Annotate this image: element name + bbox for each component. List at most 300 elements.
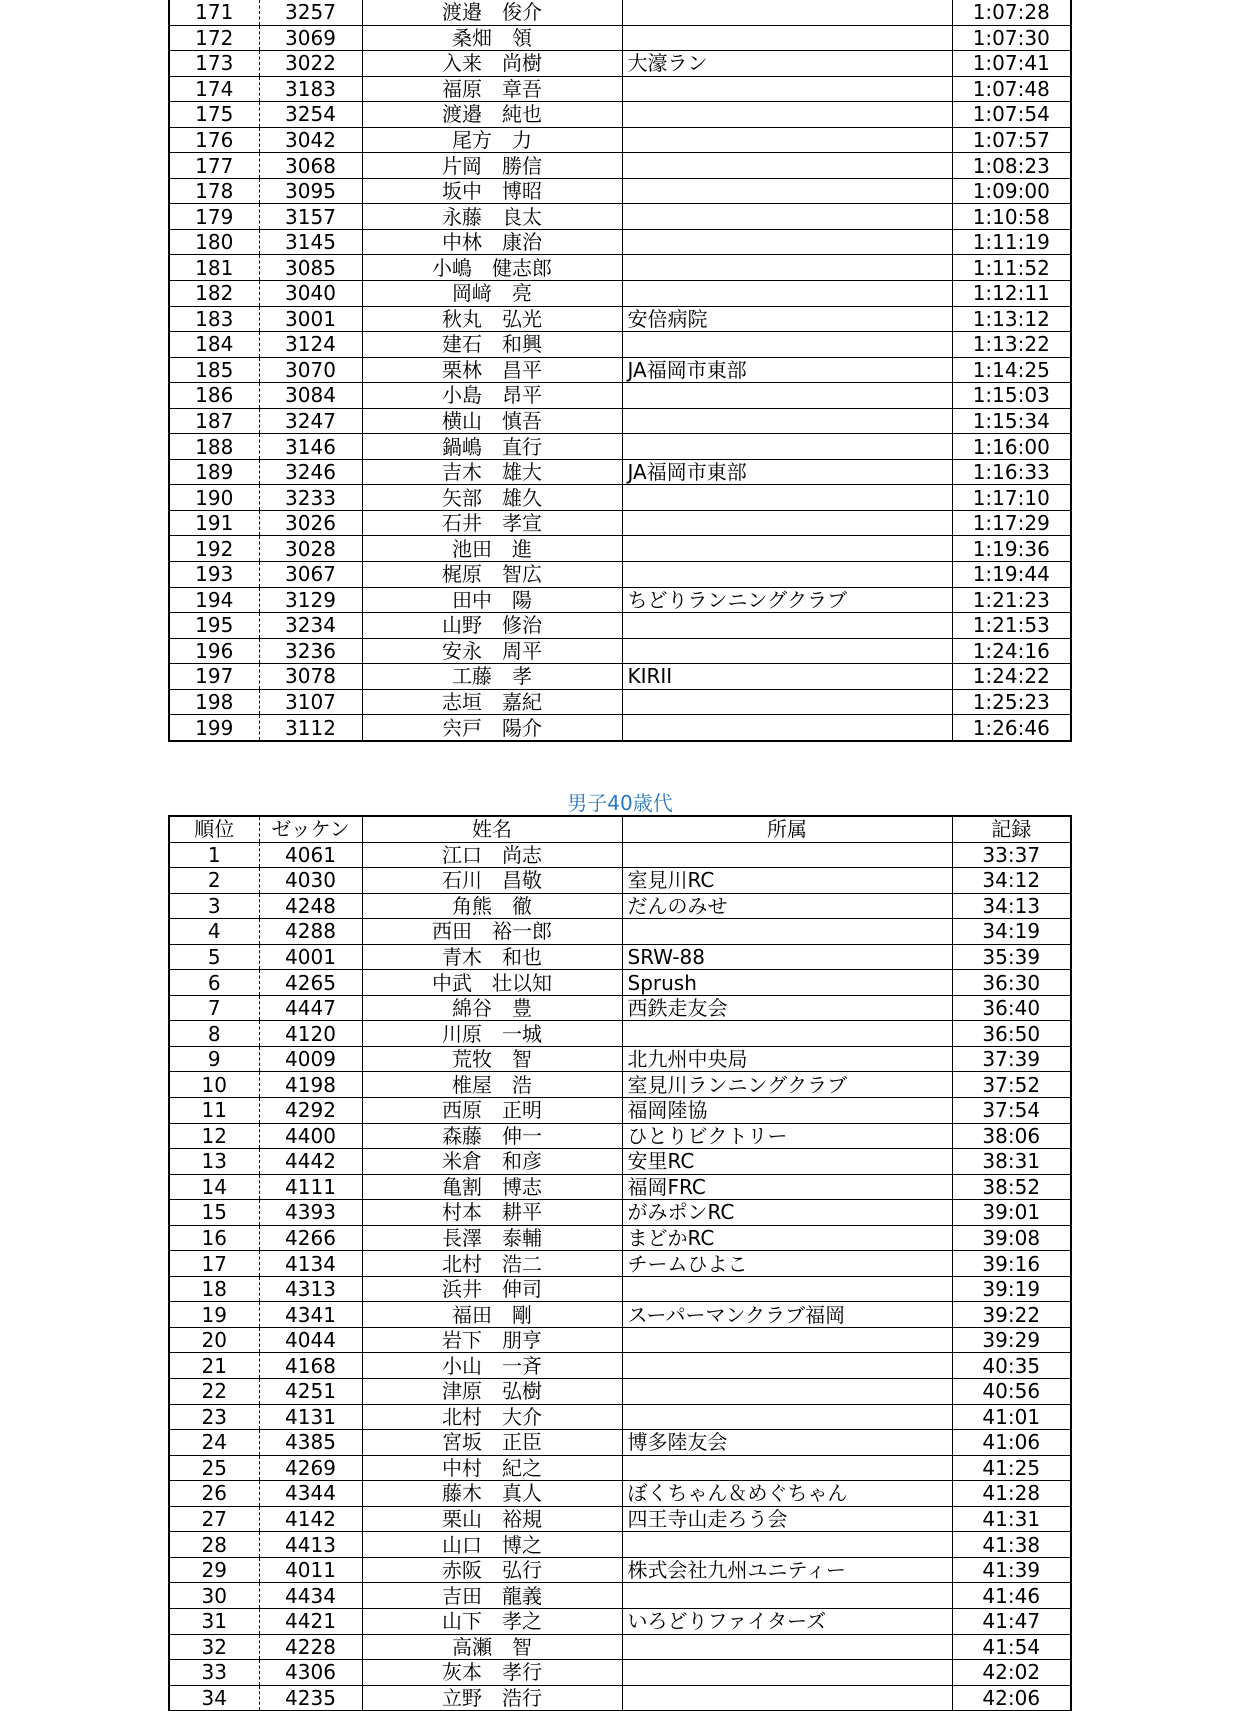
bib-cell: 3157: [259, 204, 362, 230]
rank-cell: 5: [169, 944, 259, 970]
team-cell: 福岡FRC: [622, 1174, 952, 1200]
time-cell: 1:08:23: [952, 153, 1071, 179]
bib-cell: 3112: [259, 715, 362, 741]
time-cell: 1:25:23: [952, 689, 1071, 715]
time-cell: 1:19:44: [952, 562, 1071, 588]
table-row: [169, 868, 1071, 894]
time-cell: 39:08: [952, 1225, 1071, 1251]
team-cell: 大濠ラン: [622, 51, 952, 77]
bib-cell: 3042: [259, 127, 362, 153]
team-cell: [622, 281, 952, 307]
name-cell: 綿谷 豊: [362, 995, 622, 1021]
bib-cell: 4447: [259, 995, 362, 1021]
rank-cell: 3: [169, 893, 259, 919]
rank-cell: 190: [169, 485, 259, 511]
table-row: [169, 204, 1071, 230]
name-cell: 藤木 真人: [362, 1481, 622, 1507]
bib-cell: 4044: [259, 1327, 362, 1353]
bib-cell: 3233: [259, 485, 362, 511]
team-cell: [622, 1455, 952, 1481]
team-cell: [622, 25, 952, 51]
rank-cell: 199: [169, 715, 259, 741]
name-cell: 桑畑 領: [362, 25, 622, 51]
rank-cell: 27: [169, 1506, 259, 1532]
name-cell: 川原 一城: [362, 1021, 622, 1047]
team-cell: [622, 1021, 952, 1047]
time-cell: 1:13:22: [952, 332, 1071, 358]
time-cell: 34:19: [952, 919, 1071, 945]
time-cell: 35:39: [952, 944, 1071, 970]
rank-cell: 18: [169, 1276, 259, 1302]
team-cell: [622, 1532, 952, 1558]
team-cell: ちどりランニングクラブ: [622, 587, 952, 613]
table-row: [169, 1149, 1071, 1175]
name-cell: 入来 尚樹: [362, 51, 622, 77]
rank-cell: 184: [169, 332, 259, 358]
name-cell: 福田 剛: [362, 1302, 622, 1328]
time-cell: 1:07:57: [952, 127, 1071, 153]
time-cell: 1:13:12: [952, 306, 1071, 332]
time-cell: 1:24:22: [952, 664, 1071, 690]
bib-cell: 3026: [259, 510, 362, 536]
time-cell: 39:16: [952, 1251, 1071, 1277]
table-row: [169, 1481, 1071, 1507]
results-table-men-40s: [168, 815, 1072, 1711]
bib-cell: 3129: [259, 587, 362, 613]
name-cell: 森藤 伸一: [362, 1123, 622, 1149]
time-cell: 38:06: [952, 1123, 1071, 1149]
table-row: [169, 1046, 1071, 1072]
team-cell: 室見川RC: [622, 868, 952, 894]
table-row: [169, 25, 1071, 51]
table-header-row: [169, 816, 1071, 842]
name-cell: 岩下 朋亨: [362, 1327, 622, 1353]
header-team: 所属: [622, 816, 952, 842]
rank-cell: 10: [169, 1072, 259, 1098]
time-cell: 34:13: [952, 893, 1071, 919]
bib-cell: 4168: [259, 1353, 362, 1379]
table-row: [169, 613, 1071, 639]
name-cell: 石川 昌敬: [362, 868, 622, 894]
results-table-body: [169, 842, 1071, 1711]
bib-cell: 3078: [259, 664, 362, 690]
rank-cell: 12: [169, 1123, 259, 1149]
team-cell: [622, 1404, 952, 1430]
table-row: [169, 1021, 1071, 1047]
time-cell: 1:07:54: [952, 102, 1071, 128]
time-cell: 1:15:03: [952, 383, 1071, 409]
name-cell: 横山 慎吾: [362, 408, 622, 434]
name-cell: 中武 壮以知: [362, 970, 622, 996]
rank-cell: 171: [169, 0, 259, 25]
name-cell: 青木 和也: [362, 944, 622, 970]
bib-cell: 4001: [259, 944, 362, 970]
table-row: [169, 153, 1071, 179]
team-cell: [622, 127, 952, 153]
time-cell: 40:56: [952, 1379, 1071, 1405]
name-cell: 秋丸 弘光: [362, 306, 622, 332]
bib-cell: 4266: [259, 1225, 362, 1251]
bib-cell: 3001: [259, 306, 362, 332]
table-row: [169, 1455, 1071, 1481]
table-row: [169, 944, 1071, 970]
team-cell: JA福岡市東部: [622, 459, 952, 485]
bib-cell: 4248: [259, 893, 362, 919]
rank-cell: 187: [169, 408, 259, 434]
team-cell: [622, 1583, 952, 1609]
table-row: [169, 408, 1071, 434]
team-cell: [622, 1660, 952, 1686]
name-cell: 西原 正明: [362, 1098, 622, 1124]
table-row: [169, 281, 1071, 307]
time-cell: 41:39: [952, 1557, 1071, 1583]
team-cell: [622, 919, 952, 945]
table-row: [169, 1506, 1071, 1532]
name-cell: 西田 裕一郎: [362, 919, 622, 945]
bib-cell: 4142: [259, 1506, 362, 1532]
rank-cell: 23: [169, 1404, 259, 1430]
table-row: [169, 1660, 1071, 1686]
table-row: [169, 1200, 1071, 1226]
bib-cell: 4344: [259, 1481, 362, 1507]
table-row: [169, 1276, 1071, 1302]
team-cell: [622, 178, 952, 204]
rank-cell: 30: [169, 1583, 259, 1609]
rank-cell: 7: [169, 995, 259, 1021]
bib-cell: 4111: [259, 1174, 362, 1200]
table-row: [169, 1072, 1071, 1098]
table-row: [169, 715, 1071, 741]
bib-cell: 4288: [259, 919, 362, 945]
table-row: [169, 357, 1071, 383]
name-cell: 米倉 和彦: [362, 1149, 622, 1175]
time-cell: 33:37: [952, 842, 1071, 868]
name-cell: 坂中 博昭: [362, 178, 622, 204]
bib-cell: 3146: [259, 434, 362, 460]
time-cell: 41:01: [952, 1404, 1071, 1430]
team-cell: 株式会社九州ユニティー: [622, 1557, 952, 1583]
table-row: [169, 842, 1071, 868]
team-cell: いろどりファイターズ: [622, 1608, 952, 1634]
name-cell: 栗山 裕規: [362, 1506, 622, 1532]
time-cell: 41:54: [952, 1634, 1071, 1660]
team-cell: [622, 510, 952, 536]
rank-cell: 192: [169, 536, 259, 562]
table-row: [169, 1302, 1071, 1328]
table-row: [169, 1123, 1071, 1149]
bib-cell: 4434: [259, 1583, 362, 1609]
table-row: [169, 102, 1071, 128]
team-cell: [622, 638, 952, 664]
team-cell: [622, 842, 952, 868]
name-cell: 梶原 智広: [362, 562, 622, 588]
table-row: [169, 178, 1071, 204]
team-cell: Sprush: [622, 970, 952, 996]
name-cell: 吉木 雄大: [362, 459, 622, 485]
bib-cell: 4011: [259, 1557, 362, 1583]
table-row: [169, 1532, 1071, 1558]
team-cell: [622, 1353, 952, 1379]
team-cell: 安倍病院: [622, 306, 952, 332]
name-cell: 浜井 伸司: [362, 1276, 622, 1302]
team-cell: [622, 204, 952, 230]
time-cell: 38:52: [952, 1174, 1071, 1200]
team-cell: [622, 229, 952, 255]
rank-cell: 195: [169, 613, 259, 639]
bib-cell: 4009: [259, 1046, 362, 1072]
rank-cell: 33: [169, 1660, 259, 1686]
name-cell: 岡﨑 亮: [362, 281, 622, 307]
table-row: [169, 587, 1071, 613]
table-row: [169, 995, 1071, 1021]
rank-cell: 31: [169, 1608, 259, 1634]
rank-cell: 11: [169, 1098, 259, 1124]
bib-cell: 3068: [259, 153, 362, 179]
name-cell: 立野 浩行: [362, 1685, 622, 1711]
time-cell: 41:25: [952, 1455, 1071, 1481]
table-row: [169, 1404, 1071, 1430]
team-cell: [622, 76, 952, 102]
table-row: [169, 689, 1071, 715]
time-cell: 1:11:19: [952, 229, 1071, 255]
name-cell: 高瀬 智: [362, 1634, 622, 1660]
bib-cell: 4400: [259, 1123, 362, 1149]
team-cell: だんのみせ: [622, 893, 952, 919]
time-cell: 1:21:23: [952, 587, 1071, 613]
name-cell: 吉田 龍義: [362, 1583, 622, 1609]
name-cell: 中林 康治: [362, 229, 622, 255]
team-cell: [622, 485, 952, 511]
name-cell: 中村 紀之: [362, 1455, 622, 1481]
bib-cell: 4421: [259, 1608, 362, 1634]
bib-cell: 4120: [259, 1021, 362, 1047]
team-cell: [622, 715, 952, 741]
time-cell: 1:09:00: [952, 178, 1071, 204]
time-cell: 42:06: [952, 1685, 1071, 1711]
name-cell: 長澤 泰輔: [362, 1225, 622, 1251]
rank-cell: 1: [169, 842, 259, 868]
bib-cell: 3124: [259, 332, 362, 358]
name-cell: 山口 博之: [362, 1532, 622, 1558]
bib-cell: 3254: [259, 102, 362, 128]
table-row: [169, 1174, 1071, 1200]
table-row: [169, 1557, 1071, 1583]
team-cell: [622, 434, 952, 460]
time-cell: 1:21:53: [952, 613, 1071, 639]
table-row: [169, 459, 1071, 485]
time-cell: 1:12:11: [952, 281, 1071, 307]
rank-cell: 179: [169, 204, 259, 230]
rank-cell: 175: [169, 102, 259, 128]
time-cell: 40:35: [952, 1353, 1071, 1379]
rank-cell: 189: [169, 459, 259, 485]
bib-cell: 3257: [259, 0, 362, 25]
team-cell: JA福岡市東部: [622, 357, 952, 383]
name-cell: 片岡 勝信: [362, 153, 622, 179]
time-cell: 39:29: [952, 1327, 1071, 1353]
team-cell: [622, 689, 952, 715]
header-name: 姓名: [362, 816, 622, 842]
name-cell: 北村 浩二: [362, 1251, 622, 1277]
time-cell: 1:07:41: [952, 51, 1071, 77]
name-cell: 荒牧 智: [362, 1046, 622, 1072]
name-cell: 山下 孝之: [362, 1608, 622, 1634]
bib-cell: 3095: [259, 178, 362, 204]
table-row: [169, 1583, 1071, 1609]
rank-cell: 32: [169, 1634, 259, 1660]
bib-cell: 3247: [259, 408, 362, 434]
time-cell: 1:16:00: [952, 434, 1071, 460]
time-cell: 36:40: [952, 995, 1071, 1021]
table-row: [169, 51, 1071, 77]
team-cell: 安里RC: [622, 1149, 952, 1175]
table-row: [169, 1634, 1071, 1660]
time-cell: 41:06: [952, 1430, 1071, 1456]
rank-cell: 29: [169, 1557, 259, 1583]
name-cell: 椎屋 浩: [362, 1072, 622, 1098]
team-cell: SRW-88: [622, 944, 952, 970]
time-cell: 1:24:16: [952, 638, 1071, 664]
bib-cell: 4228: [259, 1634, 362, 1660]
rank-cell: 182: [169, 281, 259, 307]
name-cell: 小嶋 健志郎: [362, 255, 622, 281]
bib-cell: 3107: [259, 689, 362, 715]
bib-cell: 4235: [259, 1685, 362, 1711]
team-cell: [622, 1634, 952, 1660]
rank-cell: 15: [169, 1200, 259, 1226]
name-cell: 尾方 力: [362, 127, 622, 153]
name-cell: 村本 耕平: [362, 1200, 622, 1226]
bib-cell: 4198: [259, 1072, 362, 1098]
rank-cell: 177: [169, 153, 259, 179]
bib-cell: 3084: [259, 383, 362, 409]
bib-cell: 3069: [259, 25, 362, 51]
bib-cell: 4030: [259, 868, 362, 894]
team-cell: [622, 408, 952, 434]
name-cell: 亀割 博志: [362, 1174, 622, 1200]
team-cell: [622, 1327, 952, 1353]
name-cell: 田中 陽: [362, 587, 622, 613]
table-row: [169, 970, 1071, 996]
rank-cell: 20: [169, 1327, 259, 1353]
name-cell: 安永 周平: [362, 638, 622, 664]
name-cell: 小島 昂平: [362, 383, 622, 409]
rank-cell: 172: [169, 25, 259, 51]
table-row: [169, 919, 1071, 945]
rank-cell: 24: [169, 1430, 259, 1456]
name-cell: 赤阪 弘行: [362, 1557, 622, 1583]
rank-cell: 6: [169, 970, 259, 996]
team-cell: [622, 536, 952, 562]
time-cell: 1:26:46: [952, 715, 1071, 741]
team-cell: スーパーマンクラブ福岡: [622, 1302, 952, 1328]
name-cell: 宮坂 正臣: [362, 1430, 622, 1456]
team-cell: 福岡陸協: [622, 1098, 952, 1124]
rank-cell: 188: [169, 434, 259, 460]
time-cell: 39:01: [952, 1200, 1071, 1226]
rank-cell: 34: [169, 1685, 259, 1711]
table-row: [169, 1098, 1071, 1124]
table-row: [169, 229, 1071, 255]
rank-cell: 176: [169, 127, 259, 153]
table-row: [169, 1353, 1071, 1379]
rank-cell: 181: [169, 255, 259, 281]
rank-cell: 4: [169, 919, 259, 945]
name-cell: 池田 進: [362, 536, 622, 562]
rank-cell: 8: [169, 1021, 259, 1047]
bib-cell: 4341: [259, 1302, 362, 1328]
time-cell: 41:47: [952, 1608, 1071, 1634]
bib-cell: 3085: [259, 255, 362, 281]
name-cell: 志垣 嘉紀: [362, 689, 622, 715]
rank-cell: 180: [169, 229, 259, 255]
time-cell: 1:10:58: [952, 204, 1071, 230]
team-cell: 室見川ランニングクラブ: [622, 1072, 952, 1098]
table-row: [169, 306, 1071, 332]
time-cell: 1:16:33: [952, 459, 1071, 485]
bib-cell: 3028: [259, 536, 362, 562]
time-cell: 1:15:34: [952, 408, 1071, 434]
rank-cell: 197: [169, 664, 259, 690]
rank-cell: 13: [169, 1149, 259, 1175]
table-row: [169, 1608, 1071, 1634]
rank-cell: 28: [169, 1532, 259, 1558]
table-row: [169, 510, 1071, 536]
table-row: [169, 1251, 1071, 1277]
team-cell: [622, 1379, 952, 1405]
bib-cell: 4442: [259, 1149, 362, 1175]
bib-cell: 4306: [259, 1660, 362, 1686]
rank-cell: 173: [169, 51, 259, 77]
rank-cell: 25: [169, 1455, 259, 1481]
rank-cell: 174: [169, 76, 259, 102]
bib-cell: 3070: [259, 357, 362, 383]
table-row: [169, 434, 1071, 460]
team-cell: [622, 332, 952, 358]
bib-cell: 4131: [259, 1404, 362, 1430]
bib-cell: 4265: [259, 970, 362, 996]
name-cell: 山野 修治: [362, 613, 622, 639]
team-cell: 四王寺山走ろう会: [622, 1506, 952, 1532]
time-cell: 1:19:36: [952, 536, 1071, 562]
bib-cell: 4061: [259, 842, 362, 868]
time-cell: 41:28: [952, 1481, 1071, 1507]
time-cell: 41:31: [952, 1506, 1071, 1532]
time-cell: 34:12: [952, 868, 1071, 894]
bib-cell: 3022: [259, 51, 362, 77]
name-cell: 工藤 孝: [362, 664, 622, 690]
table-row: [169, 255, 1071, 281]
bib-cell: 4251: [259, 1379, 362, 1405]
name-cell: 石井 孝宣: [362, 510, 622, 536]
rank-cell: 193: [169, 562, 259, 588]
bib-cell: 3234: [259, 613, 362, 639]
name-cell: 鍋嶋 直行: [362, 434, 622, 460]
rank-cell: 194: [169, 587, 259, 613]
time-cell: 37:52: [952, 1072, 1071, 1098]
time-cell: 1:17:29: [952, 510, 1071, 536]
name-cell: 栗林 昌平: [362, 357, 622, 383]
name-cell: 宍戸 陽介: [362, 715, 622, 741]
name-cell: 建石 和興: [362, 332, 622, 358]
table-row: [169, 332, 1071, 358]
rank-cell: 178: [169, 178, 259, 204]
table-row: [169, 1430, 1071, 1456]
time-cell: 37:54: [952, 1098, 1071, 1124]
team-cell: KIRII: [622, 664, 952, 690]
time-cell: 41:38: [952, 1532, 1071, 1558]
bib-cell: 3040: [259, 281, 362, 307]
